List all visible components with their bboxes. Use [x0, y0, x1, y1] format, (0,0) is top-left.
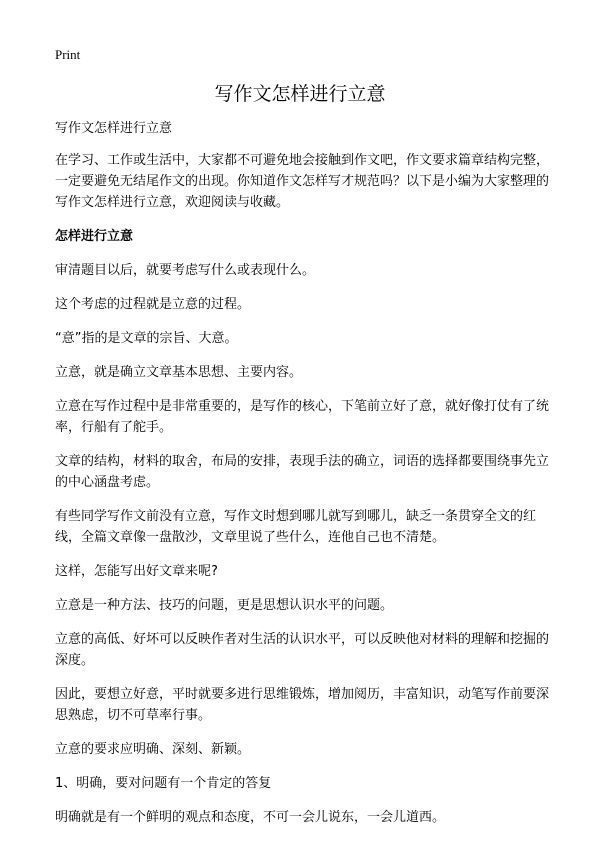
paragraph: 立意在写作过程中是非常重要的，是写作的核心，下笔前立好了意，就好像打仗有了统率，行船有了舵手。	[55, 399, 550, 435]
paragraph: 这个考虑的过程就是立意的过程。	[55, 297, 251, 312]
paragraph: 文章的结构，材料的取舍，布局的安排，表现手法的确立，词语的选择都要围绕事先立的中心涵盘考虑。	[55, 454, 550, 490]
paragraph: 明确就是有一个鲜明的观点和态度，不可一会儿说东，一会儿道西。	[55, 810, 446, 825]
section-heading: 怎样进行立意	[55, 229, 134, 244]
paragraph: 立意是一种方法、技巧的问题，更是思想认识水平的问题。	[55, 598, 394, 613]
print-link[interactable]: Print	[55, 47, 81, 62]
paragraph: 审清题目以后，就要考虑写什么或表现什么。	[55, 263, 316, 278]
paragraph: 因此，要想立好意，平时就要多进行思维锻炼，增加阅历，丰富知识，动笔写作前要深思熟虑，切不可草率行事。	[55, 687, 550, 723]
paragraph: 立意的要求应明确、深刻、新颖。	[55, 742, 251, 757]
paragraph: 立意，就是确立文章基本思想、主要内容。	[55, 365, 303, 380]
article-body	[55, 118, 550, 841]
article-subtitle: 写作文怎样进行立意	[55, 121, 173, 136]
paragraph: 立意的高低、好坏可以反映作者对生活的认识水平，可以反映他对材料的理解和挖掘的深度。	[55, 632, 550, 668]
page-title: 写作文怎样进行立意	[214, 83, 386, 105]
intro-paragraph: 在学习、工作或生活中，大家都不可避免地会接触到作文吧，作文要求篇章结构完整，一定要避免无结尾作文的出现。你知道作文怎样写才规范吗？以下是小编为大家整理的写作文怎样进行立意，欢迎阅读与收藏。	[55, 153, 550, 210]
list-item-heading: 1、明确，要对问题有一个肯定的答复	[55, 776, 272, 791]
paragraph: 有些同学写作文前没有立意，写作文时想到哪儿就写到哪儿，缺乏一条贯穿全文的红线，全篇文章像一盘散沙，文章里说了些什么，连他自己也不清楚。	[55, 509, 537, 545]
paragraph: 这样，怎能写出好文章来呢?	[55, 564, 218, 579]
paragraph: “意”指的是文章的宗旨、大意。	[55, 331, 238, 346]
